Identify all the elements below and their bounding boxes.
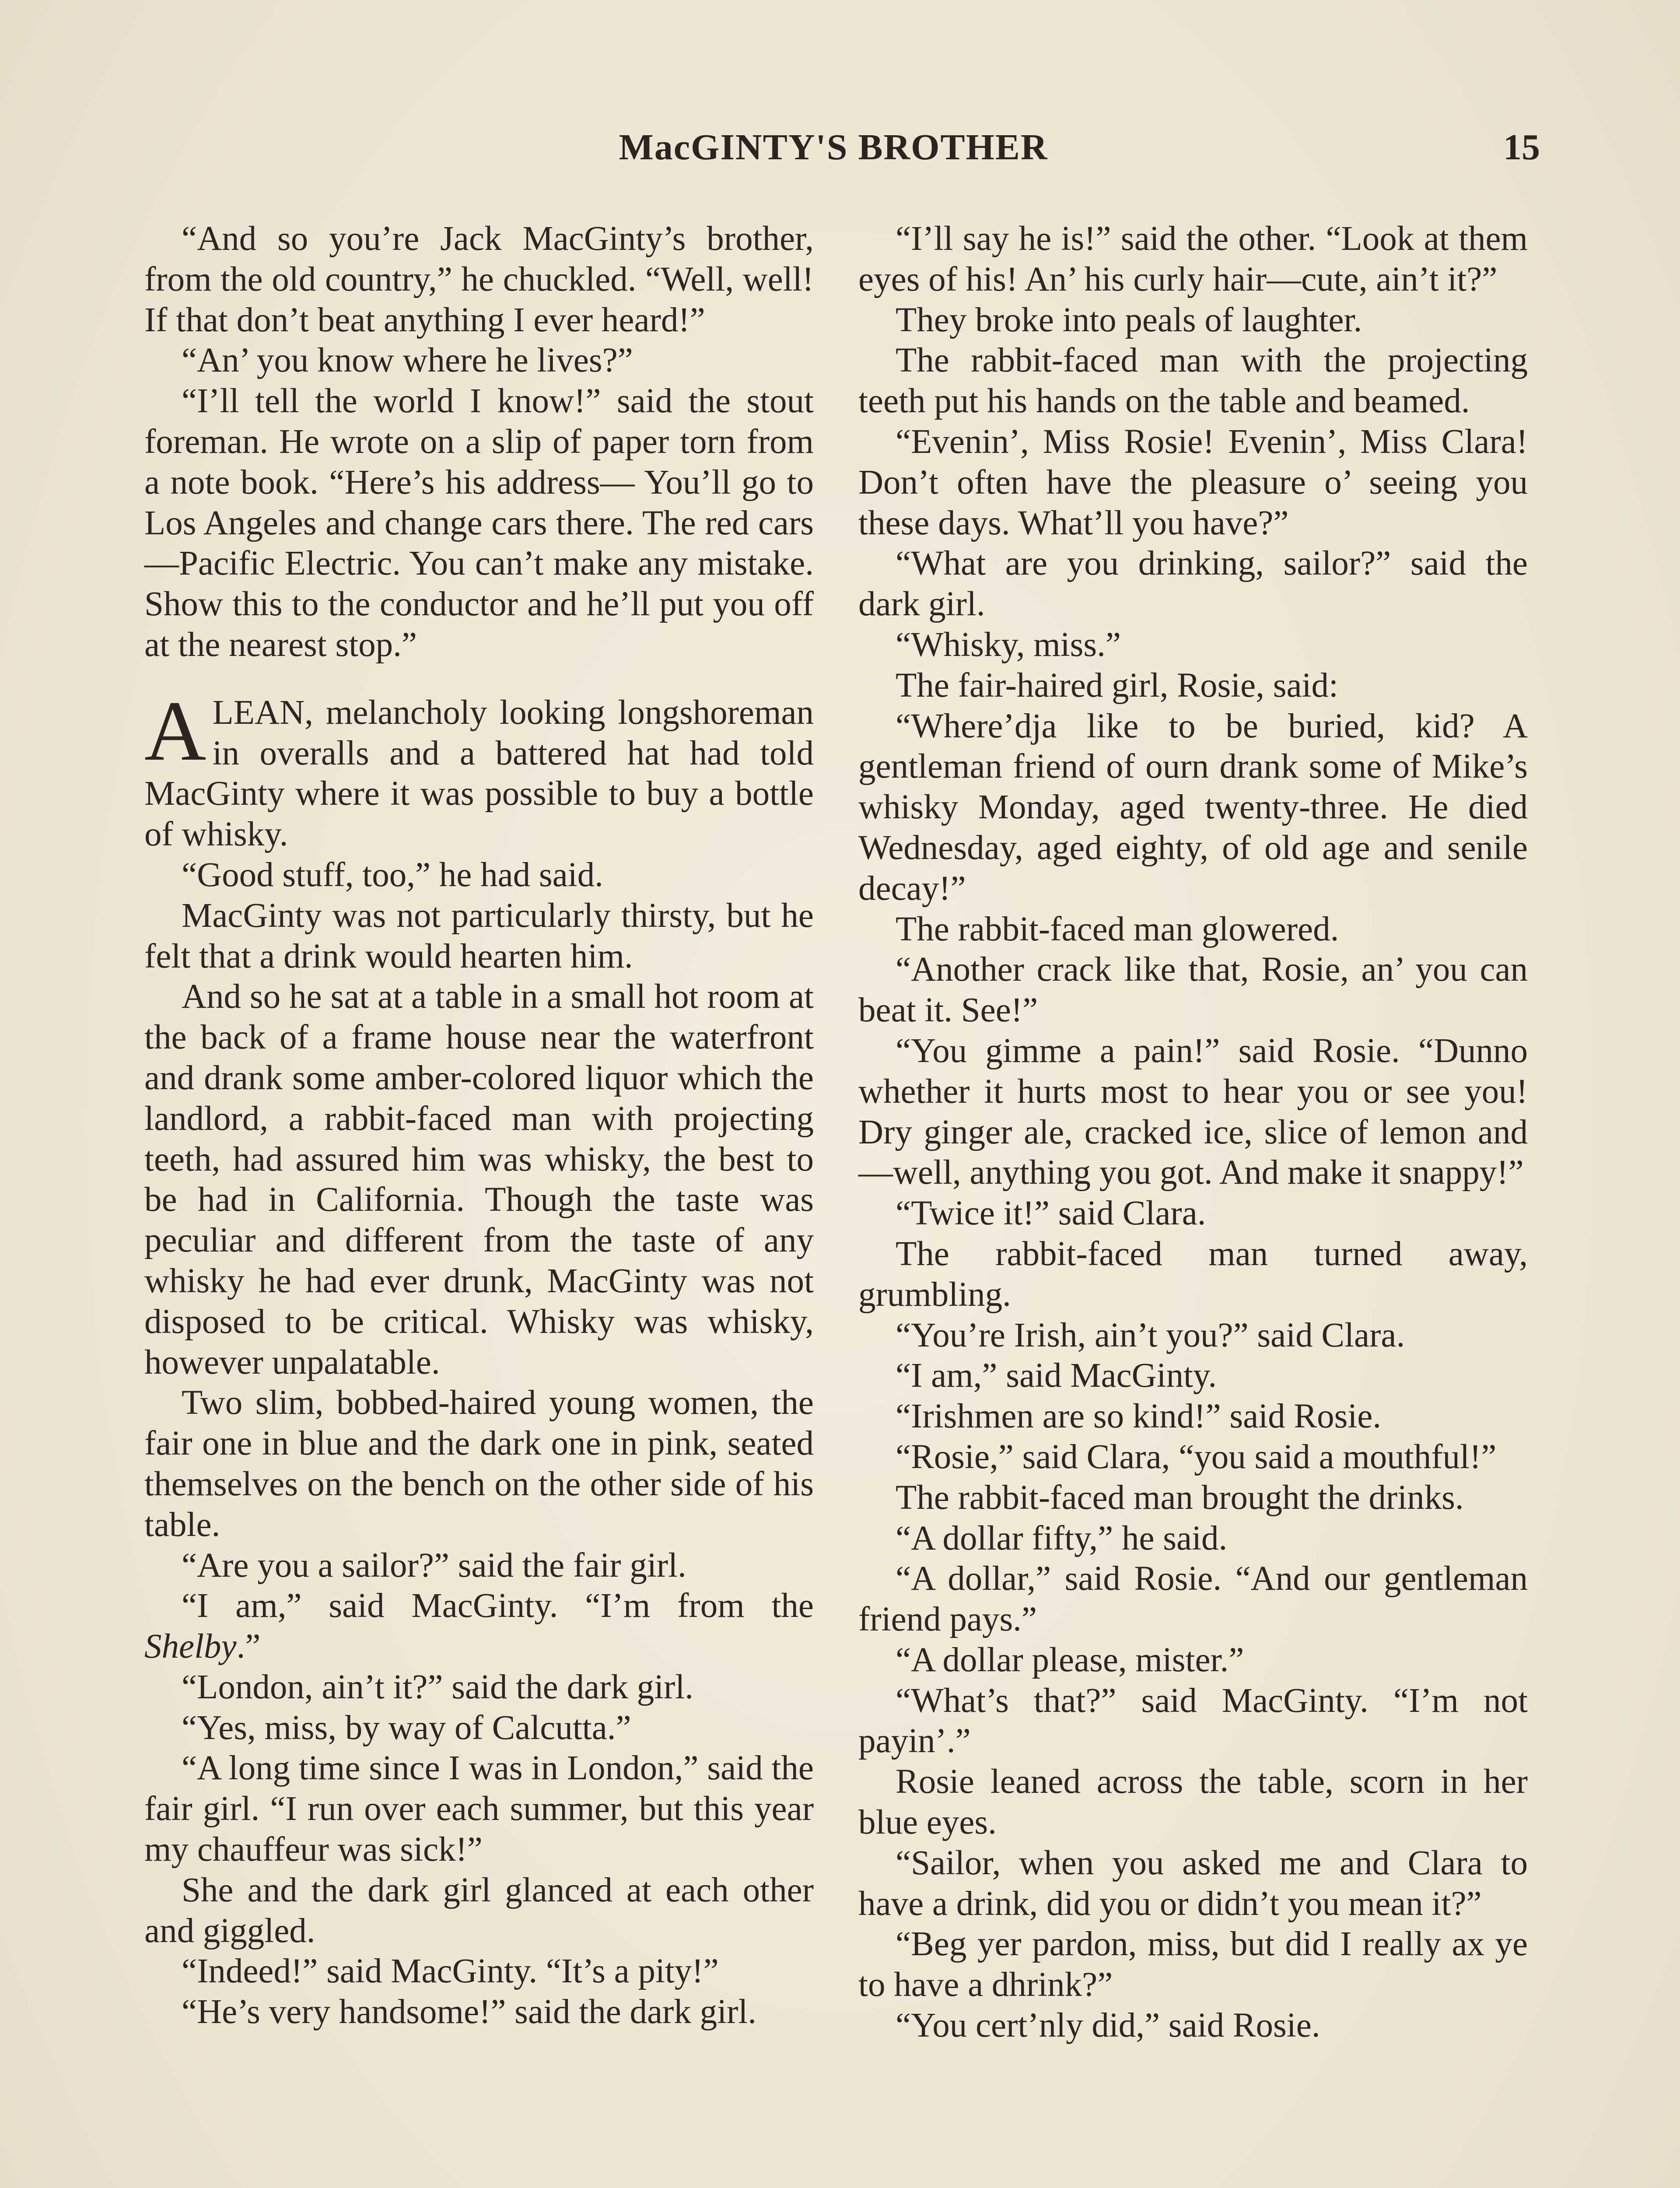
paragraph: “Beg yer pardon, miss, but did I really ax ye to have a dhrink?” <box>858 1925 1528 2004</box>
paragraph: The fair-haired girl, Rosie, said: <box>896 666 1338 705</box>
paragraph: “London, ain’t it?” said the dark girl. <box>182 1668 694 1706</box>
paragraph: “Evenin’, Miss Rosie! Evenin’, Miss Clara! Don’t often have the pleasure o’ seeing you these days. What’ll you have?” <box>858 422 1528 542</box>
paragraph: “An’ you know where he lives?” <box>182 341 633 380</box>
paragraph: “Where’dja like to be buried, kid? A gentleman friend of ourn drank some of Mike’s whisky Monday, aged twenty-three. He died Wednesday, aged eighty, of old age and senile decay!” <box>858 707 1528 908</box>
paragraph-text: .” <box>236 1627 261 1666</box>
paragraph: “And so you’re Jack MacGinty’s brother, from the old country,” he chuckled. “Well, well! If that don’t beat anything I ever heard!” <box>144 220 814 339</box>
paragraph: Two slim, bobbed-haired young women, the fair one in blue and the dark one in pink, seated themselves on the bench on the other side of his table. <box>144 1384 814 1544</box>
paragraph: “I am,” said MacGinty. <box>896 1357 1217 1395</box>
paragraph: “Good stuff, too,” he had said. <box>182 856 603 894</box>
paragraph: “You cert’nly did,” said Rosie. <box>896 2006 1320 2045</box>
paragraph: “He’s very handsome!” said the dark girl. <box>182 1993 757 2031</box>
paragraph: “Are you a sailor?” said the fair girl. <box>182 1546 686 1585</box>
running-title: MacGINTY'S BROTHER <box>619 127 1048 168</box>
paragraph: “Yes, miss, by way of Calcutta.” <box>182 1708 631 1747</box>
paragraph: The rabbit-faced man brought the drinks. <box>896 1478 1464 1517</box>
paragraph: They broke into peals of laughter. <box>896 301 1362 339</box>
paragraph: “I’ll say he is!” said the other. “Look at them eyes of his! An’ his curly hair—cute, ain’t it?” <box>858 220 1528 298</box>
paragraph: And so he sat at a table in a small hot room at the back of a frame house near the waterfront and drank some amber-colored liquor which the landlord, a rabbit-faced man with projecting teeth, had assured him was whisky, the best to be had in California. Though the taste was peculiar and different from the taste of any whisky he had ever drunk, MacGinty was not disposed to be critical. Whisky was whisky, however unpalatable. <box>144 978 814 1382</box>
paragraph: “Twice it!” said Clara. <box>896 1194 1206 1233</box>
drop-cap: A <box>144 683 206 778</box>
page-header <box>0 126 1680 179</box>
paragraph: “Whisky, miss.” <box>896 625 1121 664</box>
paragraph: “A dollar fifty,” he said. <box>896 1519 1228 1557</box>
paragraph: “Rosie,” said Clara, “you said a mouthful!” <box>896 1438 1497 1476</box>
paragraph: “A dollar please, mister.” <box>896 1641 1244 1679</box>
paragraph: “What are you drinking, sailor?” said the dark girl. <box>858 544 1528 624</box>
paragraph-text: LEAN, melancholy looking longshoreman in overalls and a battered hat had told MacGinty where it was possible to buy a bottle of whisky. <box>144 693 814 854</box>
paragraph: “Another crack like that, Rosie, an’ you can beat it. See!” <box>858 950 1528 1030</box>
paragraph: “A long time since I was in London,” said the fair girl. “I run over each summer, but this year my chauffeur was sick!” <box>144 1749 814 1869</box>
paragraph: She and the dark girl glanced at each other and giggled. <box>144 1871 814 1950</box>
right-column <box>858 219 1528 2046</box>
paragraph: The rabbit-faced man with the projecting teeth put his hands on the table and beamed. <box>858 341 1528 421</box>
paragraph: “A dollar,” said Rosie. “And our gentleman friend pays.” <box>858 1560 1528 1639</box>
paragraph: Rosie leaned across the table, scorn in her blue eyes. <box>858 1763 1528 1842</box>
section-opening-paragraph <box>144 683 814 855</box>
paragraph-text: “I am,” said MacGinty. “I’m from the <box>182 1587 814 1625</box>
paragraph: “I’ll tell the world I know!” said the stout foreman. He wrote on a slip of paper torn from a note book. “Here’s his address— You’ll go to Los Angeles and change cars there. The red cars—Pacific Electric. You can’t make any mistake. Show this to the conductor and he’ll put you off at the nearest stop.” <box>144 382 814 664</box>
paragraph <box>144 1586 814 1667</box>
paragraph: MacGinty was not particularly thirsty, but he felt that a drink would hearten him. <box>144 896 814 975</box>
paragraph: “Irishmen are so kind!” said Rosie. <box>896 1397 1382 1436</box>
paragraph: The rabbit-faced man glowered. <box>896 910 1339 948</box>
paragraph: “Sailor, when you asked me and Clara to have a drink, did you or didn’t you mean it?” <box>858 1844 1528 1923</box>
ship-name: Shelby <box>144 1627 237 1666</box>
paragraph: “You gimme a pain!” said Rosie. “Dunno whether it hurts most to hear you or see you! Dry ginger ale, cracked ice, slice of lemon and—well, anything you got. And make it snappy!” <box>858 1031 1528 1192</box>
paragraph: The rabbit-faced man turned away, grumbling. <box>858 1234 1528 1314</box>
left-column <box>144 219 814 2033</box>
paragraph: “What’s that?” said MacGinty. “I’m not payin’.” <box>858 1681 1528 1760</box>
paragraph: “Indeed!” said MacGinty. “It’s a pity!” <box>182 1952 719 1991</box>
paragraph: “You’re Irish, ain’t you?” said Clara. <box>896 1316 1405 1354</box>
page-number: 15 <box>1503 127 1540 168</box>
